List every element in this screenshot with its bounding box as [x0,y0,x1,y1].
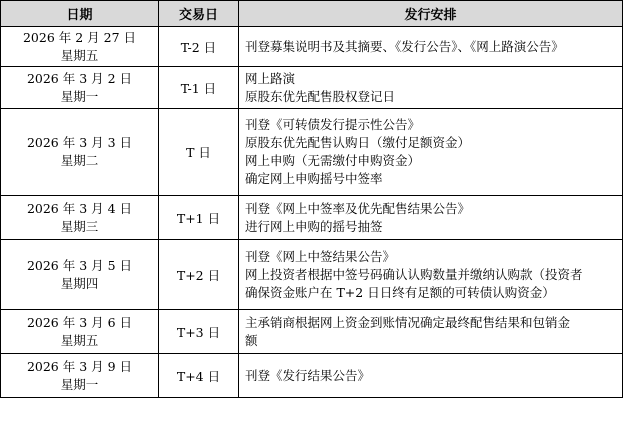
table-row [1,354,623,398]
trading-day-cell: T+1 日 [159,196,239,240]
trading-day-cell: T-1 日 [159,67,239,109]
date-cell [1,27,159,67]
date-cell [1,310,159,354]
table-row [1,109,623,196]
header-trading-day: 交易日 [159,1,239,27]
arrangement-cell [239,240,623,310]
weekday-text: 星期五 [60,47,99,63]
arrangement-line: 主承销商根据网上资金到账情况确定最终配售结果和包销金 [245,314,571,330]
weekday-text: 星期三 [60,218,99,234]
arrangement-cell [239,354,623,398]
arrangement-line: 网上路演 [245,70,296,86]
arrangement-cell [239,310,623,354]
date-text: 2026 年 3 月 6 日 [26,314,133,330]
date-cell [1,67,159,109]
date-text: 2026 年 3 月 9 日 [26,358,133,374]
date-text: 2026 年 3 月 4 日 [26,200,133,216]
schedule-rows [1,27,623,398]
date-text: 2026 年 3 月 2 日 [26,70,133,86]
header-arrangement: 发行安排 [239,1,623,27]
table-row [1,196,623,240]
weekday-text: 星期五 [60,332,99,348]
arrangement-line: 刊登《可转债发行提示性公告》 [245,117,421,132]
arrangement-cell [239,196,623,240]
table-row [1,310,623,354]
table-header-row [1,1,623,27]
arrangement-cell [239,67,623,109]
table-row [1,67,623,109]
date-text: 2026 年 3 月 5 日 [26,257,133,273]
arrangement-cell [239,109,623,196]
arrangement-line: 确定网上申购摇号中签率 [245,171,383,186]
arrangement-line: 网上投资者根据中签号码确认认购数量并缴纳认购款（投资者 [245,266,583,282]
table-row [1,240,623,310]
arrangement-line: 刊登《网上中签率及优先配售结果公告》 [245,200,471,216]
date-text: 2026 年 3 月 3 日 [26,135,133,150]
date-text: 2026 年 2 月 27 日 [22,29,137,45]
weekday-text: 星期二 [60,153,99,168]
date-cell [1,240,159,310]
weekday-text: 星期一 [60,376,99,392]
arrangement-line: 刊登募集说明书及其摘要、《发行公告》、《网上路演公告》 [245,38,564,54]
arrangement-line: 刊登《发行结果公告》 [245,367,371,383]
arrangement-line: 原股东优先配售认购日（缴付足额资金） [245,135,471,150]
trading-day-cell: T 日 [159,109,239,196]
weekday-text: 星期一 [60,88,99,104]
arrangement-cell [239,27,623,67]
arrangement-line: 进行网上申购的摇号抽签 [245,218,383,234]
arrangement-line: 额 [245,332,258,348]
trading-day-cell: T-2 日 [159,27,239,67]
date-cell [1,354,159,398]
table-row [1,27,623,67]
date-cell [1,196,159,240]
arrangement-line: 确保资金账户在 T+2 日日终有足额的可转债认购资金） [245,284,555,300]
trading-day-cell: T+3 日 [159,310,239,354]
header-date: 日期 [1,1,159,27]
trading-day-cell: T+4 日 [159,354,239,398]
arrangement-line: 网上申购（无需缴付申购资金） [245,153,421,168]
arrangement-line: 刊登《网上中签结果公告》 [245,248,396,264]
weekday-text: 星期四 [60,275,99,291]
arrangement-line: 原股东优先配售股权登记日 [245,88,396,104]
date-cell [1,109,159,196]
trading-day-cell: T+2 日 [159,240,239,310]
